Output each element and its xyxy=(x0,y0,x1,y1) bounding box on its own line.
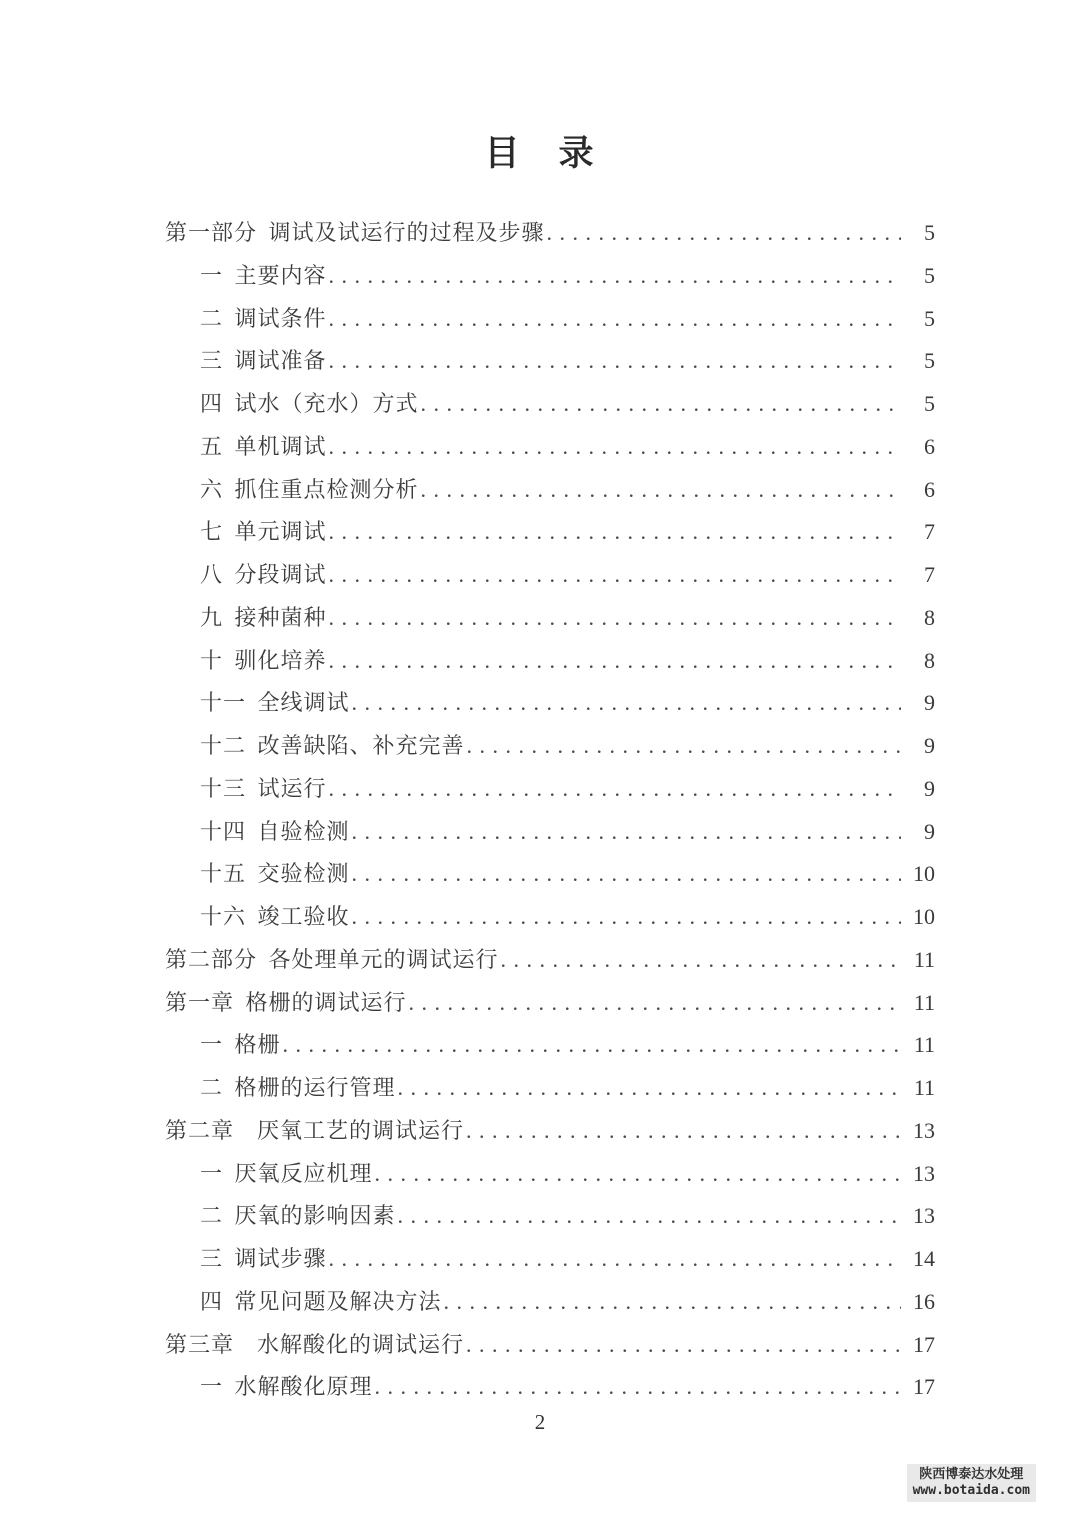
watermark-website-url: www.botaida.com xyxy=(912,1483,1030,1498)
toc-row xyxy=(165,259,935,302)
toc-entry-title: 第一章 格栅的调试运行 xyxy=(165,989,407,1015)
toc-entry-page: 14 xyxy=(913,1246,935,1271)
toc-entry-page: 16 xyxy=(913,1288,935,1314)
toc-row xyxy=(165,387,935,430)
toc-row xyxy=(165,943,935,986)
toc-entry-title: 一 格栅 xyxy=(200,1032,281,1058)
toc-entry-title: 十四 自验检测 xyxy=(200,818,350,844)
toc-entry-page: 9 xyxy=(924,775,935,801)
toc-dot-leader xyxy=(329,776,901,802)
toc-dot-leader xyxy=(329,263,901,289)
toc-dot-leader xyxy=(467,733,901,759)
toc-dot-leader xyxy=(375,1161,901,1187)
toc-entry-page: 5 xyxy=(924,262,935,288)
toc-dot-leader xyxy=(329,648,901,674)
toc-dot-leader xyxy=(375,1374,901,1400)
toc-row xyxy=(165,1242,935,1285)
toc-entry-page: 17 xyxy=(913,1374,935,1400)
watermark-badge xyxy=(907,1464,1036,1502)
toc-entry-page: 6 xyxy=(924,433,935,459)
toc-entry-title: 第二部分 各处理单元的调试运行 xyxy=(165,946,499,972)
toc-entry-page: 11 xyxy=(913,946,935,972)
toc-entry-page: 11 xyxy=(913,1032,935,1058)
toc-dot-leader xyxy=(398,1203,901,1229)
footer-page-number: 2 xyxy=(534,1410,546,1434)
toc-entry-page: 9 xyxy=(924,690,935,716)
toc-entry-title: 第二章 厌氧工艺的调试运行 xyxy=(165,1117,465,1143)
toc-entry-page: 6 xyxy=(924,476,935,502)
toc-row xyxy=(165,986,935,1029)
toc-entry-page: 7 xyxy=(924,562,935,587)
toc-entry-page: 5 xyxy=(924,305,935,331)
watermark-company-name: 陕西博泰达水处理 xyxy=(919,1467,1024,1482)
toc-entry-title: 十二 改善缺陷、补充完善 xyxy=(200,733,465,758)
toc-entry-page: 9 xyxy=(924,818,935,844)
toc-entry-title: 一 水解酸化原理 xyxy=(200,1374,373,1400)
toc-row xyxy=(165,1199,935,1242)
toc-row xyxy=(165,729,935,772)
toc-entry-title: 四 试水（充水）方式 xyxy=(200,391,419,416)
toc-dot-leader xyxy=(398,1075,901,1101)
toc-entry-page: 7 xyxy=(924,519,935,545)
toc-entry-page: 13 xyxy=(913,1160,935,1186)
toc-row xyxy=(165,1028,935,1071)
toc-row xyxy=(165,1370,935,1413)
toc-dot-leader xyxy=(352,904,901,930)
toc-dot-leader xyxy=(329,562,901,588)
toc-entry-title: 十 驯化培养 xyxy=(200,647,327,673)
table-of-contents xyxy=(165,216,935,1413)
toc-entry-title: 八 分段调试 xyxy=(200,562,327,587)
toc-row xyxy=(165,1285,935,1328)
toc-row xyxy=(165,772,935,815)
toc-row xyxy=(165,1328,935,1371)
toc-entry-title: 二 厌氧的影响因素 xyxy=(200,1203,396,1229)
toc-dot-leader xyxy=(421,391,901,417)
toc-entry-title: 第一部分 调试及试运行的过程及步骤 xyxy=(165,220,545,245)
toc-entry-title: 三 调试准备 xyxy=(200,348,327,374)
toc-entry-page: 11 xyxy=(913,1075,935,1100)
toc-entry-title: 四 常见问题及解决方法 xyxy=(200,1288,442,1314)
toc-dot-leader xyxy=(547,220,901,246)
toc-dot-leader xyxy=(352,861,901,887)
toc-row xyxy=(165,515,935,558)
toc-entry-page: 8 xyxy=(924,647,935,673)
toc-dot-leader xyxy=(329,605,901,631)
toc-row xyxy=(165,815,935,858)
toc-entry-title: 第三章 水解酸化的调试运行 xyxy=(165,1331,465,1357)
toc-entry-page: 5 xyxy=(924,391,935,416)
toc-dot-leader xyxy=(421,477,901,503)
toc-row xyxy=(165,430,935,473)
toc-dot-leader xyxy=(352,690,901,716)
toc-entry-title: 三 调试步骤 xyxy=(200,1246,327,1271)
toc-entry-page: 13 xyxy=(913,1117,935,1143)
toc-entry-title: 六 抓住重点检测分析 xyxy=(200,476,419,502)
toc-entry-title: 九 接种菌种 xyxy=(200,604,327,630)
toc-entry-title: 二 格栅的运行管理 xyxy=(200,1075,396,1100)
toc-entry-page: 17 xyxy=(913,1331,935,1357)
toc-dot-leader xyxy=(329,1246,901,1272)
toc-entry-title: 一 厌氧反应机理 xyxy=(200,1160,373,1186)
page-title: 目 录 xyxy=(484,134,596,173)
toc-entry-title: 十一 全线调试 xyxy=(200,690,350,716)
toc-entry-title: 五 单机调试 xyxy=(200,433,327,459)
toc-row xyxy=(165,857,935,900)
toc-entry-title: 二 调试条件 xyxy=(200,305,327,331)
toc-row xyxy=(165,344,935,387)
toc-entry-page: 13 xyxy=(913,1203,935,1229)
toc-dot-leader xyxy=(352,819,901,845)
toc-dot-leader xyxy=(409,990,901,1016)
toc-entry-title: 七 单元调试 xyxy=(200,519,327,545)
toc-row xyxy=(165,601,935,644)
toc-row xyxy=(165,1071,935,1114)
toc-row xyxy=(165,558,935,601)
toc-dot-leader xyxy=(501,947,901,973)
toc-entry-title: 十六 竣工验收 xyxy=(200,904,350,929)
toc-entry-page: 8 xyxy=(924,604,935,630)
toc-entry-title: 一 主要内容 xyxy=(200,262,327,288)
toc-entry-title: 十五 交验检测 xyxy=(200,861,350,887)
toc-row xyxy=(165,644,935,687)
toc-entry-page: 9 xyxy=(924,733,935,758)
toc-row xyxy=(165,473,935,516)
toc-row xyxy=(165,686,935,729)
toc-entry-title: 十三 试运行 xyxy=(200,775,327,801)
toc-dot-leader xyxy=(329,348,901,374)
toc-row xyxy=(165,900,935,943)
toc-entry-page: 10 xyxy=(913,904,935,929)
toc-entry-page: 5 xyxy=(924,220,935,245)
toc-entry-page: 10 xyxy=(913,861,935,887)
toc-dot-leader xyxy=(466,1118,901,1144)
toc-row xyxy=(165,302,935,345)
toc-dot-leader xyxy=(329,434,901,460)
toc-dot-leader xyxy=(466,1332,901,1358)
toc-entry-page: 5 xyxy=(924,348,935,374)
toc-dot-leader xyxy=(329,306,901,332)
toc-dot-leader xyxy=(444,1289,901,1315)
toc-row xyxy=(165,216,935,259)
toc-dot-leader xyxy=(329,519,901,545)
toc-dot-leader xyxy=(283,1032,901,1058)
toc-row xyxy=(165,1157,935,1200)
toc-row xyxy=(165,1114,935,1157)
toc-entry-page: 11 xyxy=(913,989,935,1015)
